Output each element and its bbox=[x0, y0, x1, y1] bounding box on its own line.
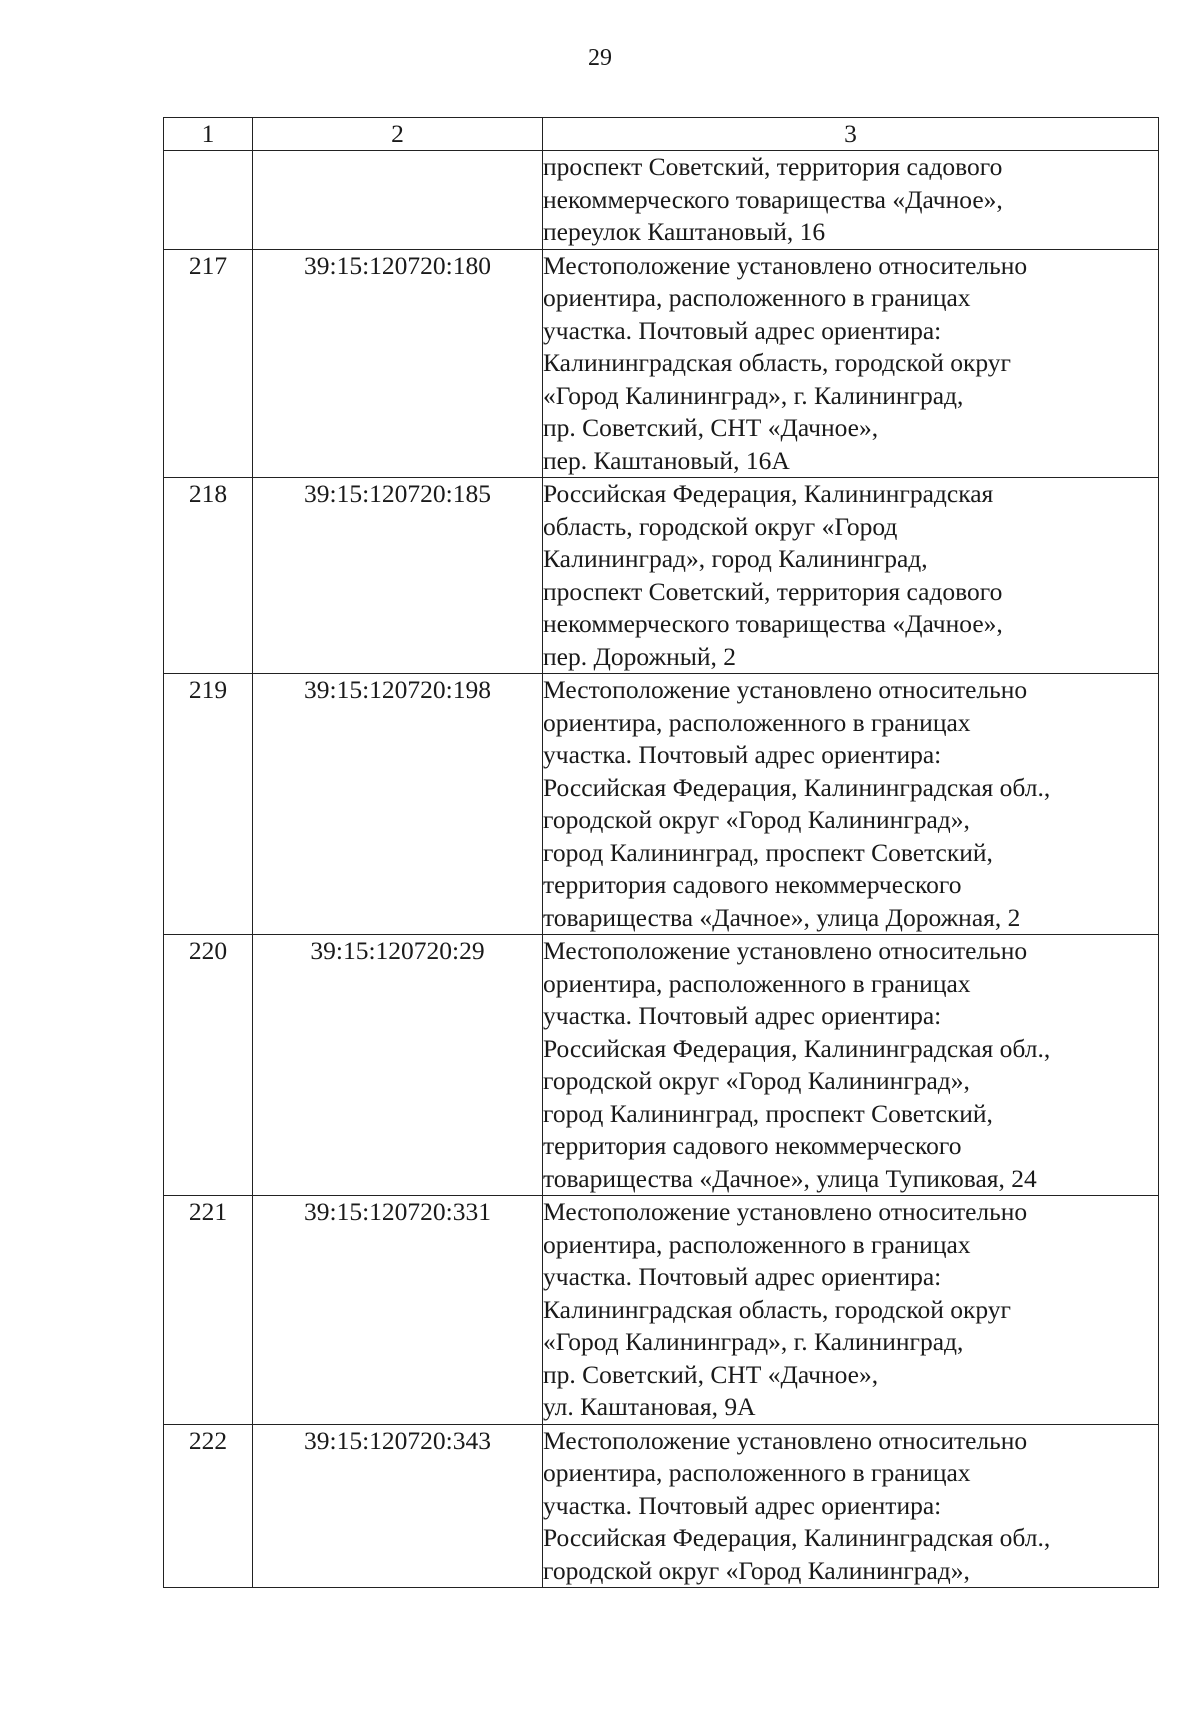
address-cell bbox=[543, 1424, 1159, 1588]
address-line: «Город Калининград», г. Калининград, bbox=[543, 1327, 964, 1356]
cadastral-number-cell: 39:15:120720:29 bbox=[253, 935, 543, 1196]
address-line: участка. Почтовый адрес ориентира: bbox=[543, 1490, 942, 1520]
cadastral-number-cell: 39:15:120720:180 bbox=[253, 249, 543, 478]
table-row bbox=[164, 1196, 1159, 1425]
cadastral-number-cell bbox=[253, 151, 543, 250]
address-line: некоммерческого товарищества «Дачное», bbox=[543, 609, 1003, 638]
address-line: Местоположение установлено относительно bbox=[543, 1425, 1028, 1455]
address-line: ориентира, расположенного в границах bbox=[543, 283, 971, 312]
table-body bbox=[164, 151, 1159, 1588]
row-number-cell: 222 bbox=[164, 1424, 253, 1588]
address-line: переулок Каштановый, 16 bbox=[543, 217, 826, 246]
address-line: Калининградская область, городской округ bbox=[543, 348, 1012, 377]
address-line: Местоположение установлено относительно bbox=[543, 936, 1028, 965]
address-line: «Город Калининград», г. Калининград, bbox=[543, 380, 964, 410]
address-cell bbox=[543, 1196, 1159, 1425]
address-line: Российская Федерация, Калининградская обл., bbox=[543, 772, 1051, 802]
address-line: участка. Почтовый адрес ориентира: bbox=[543, 740, 942, 769]
address-line: область, городской округ «Город bbox=[543, 511, 898, 541]
address-cell bbox=[543, 674, 1159, 935]
cadastral-number-cell: 39:15:120720:343 bbox=[253, 1424, 543, 1588]
column-header-2: 2 bbox=[253, 118, 543, 151]
address-line: территория садового некоммерческого bbox=[543, 1131, 962, 1160]
table-row bbox=[164, 478, 1159, 674]
address-line: некоммерческого товарищества «Дачное», bbox=[543, 184, 1003, 214]
address-line: Российская Федерация, Калининградская bbox=[543, 479, 994, 508]
address-cell bbox=[543, 478, 1159, 674]
row-number-cell bbox=[164, 151, 253, 250]
land-plots-table bbox=[163, 117, 1159, 1588]
address-line: городской округ «Город Калининград», bbox=[543, 1066, 970, 1095]
row-number-cell: 219 bbox=[164, 674, 253, 935]
address-cell bbox=[543, 935, 1159, 1196]
table-row bbox=[164, 1424, 1159, 1588]
row-number-cell: 218 bbox=[164, 478, 253, 674]
address-line: ул. Каштановая, 9А bbox=[543, 1392, 756, 1421]
table-row bbox=[164, 249, 1159, 478]
address-line: пр. Советский, СНТ «Дачное», bbox=[543, 413, 879, 442]
row-number-cell: 217 bbox=[164, 249, 253, 478]
address-line: территория садового некоммерческого bbox=[543, 870, 962, 899]
address-line: Российская Федерация, Калининградская обл., bbox=[543, 1033, 1051, 1063]
row-number-cell: 221 bbox=[164, 1196, 253, 1425]
address-line: Калининградская область, городской округ bbox=[543, 1294, 1012, 1324]
column-header-3: 3 bbox=[543, 118, 1159, 151]
address-line: Местоположение установлено относительно bbox=[543, 250, 1028, 280]
cadastral-number-cell: 39:15:120720:198 bbox=[253, 674, 543, 935]
address-line: пр. Советский, СНТ «Дачное», bbox=[543, 1359, 879, 1389]
address-line: Местоположение установлено относительно bbox=[543, 1197, 1028, 1226]
table-row bbox=[164, 674, 1159, 935]
address-line: город Калининград, проспект Советский, bbox=[543, 1098, 993, 1128]
cadastral-number-cell: 39:15:120720:331 bbox=[253, 1196, 543, 1425]
address-line: городской округ «Город Калининград», bbox=[543, 805, 970, 834]
address-line: ориентира, расположенного в границах bbox=[543, 707, 971, 737]
address-line: проспект Советский, территория садового bbox=[543, 152, 1003, 181]
address-line: город Калининград, проспект Советский, bbox=[543, 837, 993, 867]
table-row bbox=[164, 151, 1159, 250]
address-line: участка. Почтовый адрес ориентира: bbox=[543, 1262, 942, 1291]
address-line: Калининград», город Калининград, bbox=[543, 544, 928, 573]
address-line: участка. Почтовый адрес ориентира: bbox=[543, 315, 942, 345]
address-line: участка. Почтовый адрес ориентира: bbox=[543, 1001, 942, 1030]
address-line: товарищества «Дачное», улица Тупиковая, 24 bbox=[543, 1163, 1037, 1193]
column-header-1: 1 bbox=[164, 118, 253, 151]
address-line: ориентира, расположенного в границах bbox=[543, 968, 971, 998]
cadastral-number-cell: 39:15:120720:185 bbox=[253, 478, 543, 674]
address-cell bbox=[543, 249, 1159, 478]
address-cell bbox=[543, 151, 1159, 250]
page-number: 29 bbox=[588, 45, 612, 71]
address-line: городской округ «Город Калининград», bbox=[543, 1555, 970, 1585]
address-line: Российская Федерация, Калининградская обл., bbox=[543, 1523, 1051, 1552]
address-line: пер. Дорожный, 2 bbox=[543, 641, 737, 671]
address-line: пер. Каштановый, 16А bbox=[543, 445, 790, 475]
table-row bbox=[164, 935, 1159, 1196]
address-line: ориентира, расположенного в границах bbox=[543, 1458, 971, 1487]
address-line: Местоположение установлено относительно bbox=[543, 675, 1028, 704]
address-line: проспект Советский, территория садового bbox=[543, 576, 1003, 606]
address-line: ориентира, расположенного в границах bbox=[543, 1229, 971, 1259]
table-header-row bbox=[164, 118, 1159, 151]
address-line: товарищества «Дачное», улица Дорожная, 2 bbox=[543, 902, 1021, 932]
row-number-cell: 220 bbox=[164, 935, 253, 1196]
